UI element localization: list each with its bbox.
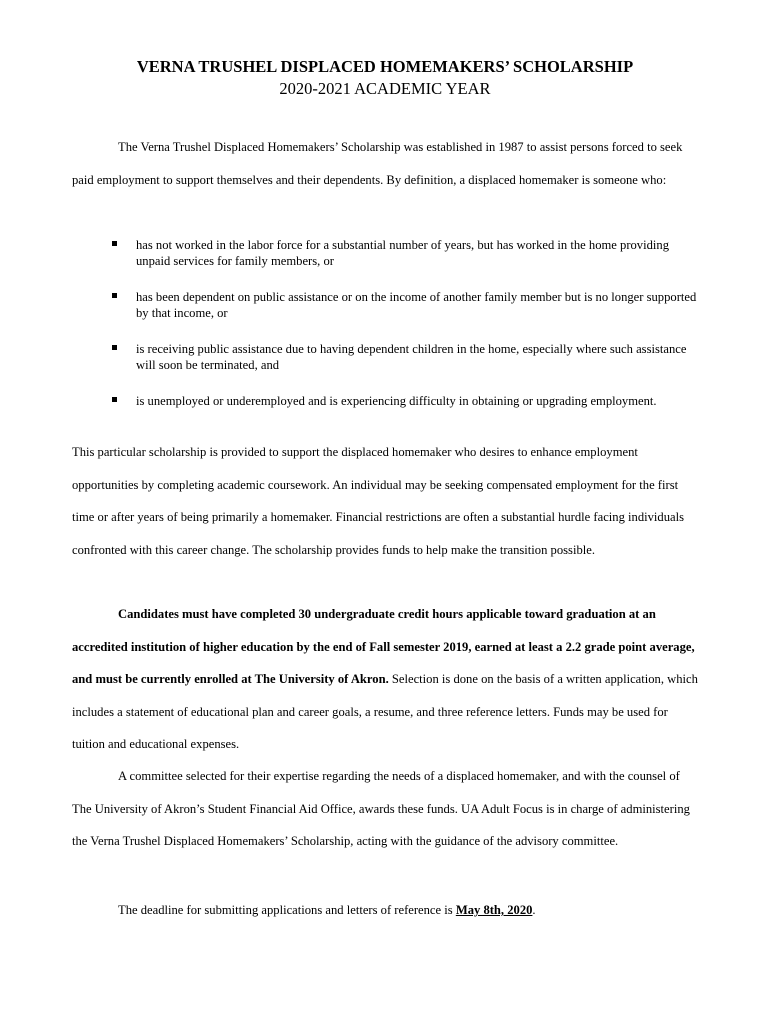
list-item-text: is receiving public assistance due to having dependent children in the home, especially where such assistance will soon be terminated, and	[136, 342, 687, 372]
eligibility-paragraph	[72, 598, 702, 761]
committee-paragraph	[72, 760, 702, 858]
intro-paragraph	[72, 131, 702, 196]
square-bullet-icon	[112, 345, 117, 350]
list-item-text: has not worked in the labor force for a substantial number of years, but has worked in the home providing unpaid services for family members, or	[136, 238, 669, 268]
list-item-text: has been dependent on public assistance or on the income of another family member but is no longer supported by that income, or	[136, 290, 697, 320]
square-bullet-icon	[112, 397, 117, 402]
purpose-paragraph: This particular scholarship is provided to support the displaced homemaker who desires to enhance employment opportunities by completing academic coursework. An individual may be seeking compensated employment for the first time or after years of being primarily a homemaker. Financial restrictions are often a substantial hurdle facing individuals confronted with this career change. The scholarship provides funds to help make the transition possible.	[72, 445, 684, 557]
intro-text: The Verna Trushel Displaced Homemakers’ Scholarship was established in 1987 to assist persons forced to seek paid employment to support themselves and their dependents. By definition, a displaced homemaker is someone who:	[72, 140, 683, 187]
list-item-text: is unemployed or underemployed and is experiencing difficulty in obtaining or upgrading employment.	[136, 394, 657, 408]
document-subtitle: 2020-2021 ACADEMIC YEAR	[279, 79, 491, 98]
eligibility-requirements: Candidates must have completed 30 undergraduate credit hours applicable toward graduation at an accredited institution of higher education by the end of Fall semester 2019, earned at least a 2.2 grade point average, and must be currently enrolled at The University of Akron.	[72, 607, 695, 686]
deadline-suffix: .	[532, 903, 536, 917]
deadline-date: May 8th, 2020	[455, 903, 533, 917]
document-title: VERNA TRUSHEL DISPLACED HOMEMAKERS’ SCHOLARSHIP	[136, 57, 634, 76]
deadline-prefix: The deadline for submitting applications and letters of reference is	[118, 903, 456, 917]
committee-text: A committee selected for their expertise regarding the needs of a displaced homemaker, and with the counsel of The University of Akron’s Student Financial Aid Office, awards these funds. UA Adult Focus is in charge of administering the Verna Trushel Displaced Homemakers’ Scholarship, acting with the guidance of the advisory committee.	[72, 769, 690, 848]
selection-criteria: Selection is done on the basis of a written application, which includes a statement of educational plan and career goals, a resume, and three reference letters. Funds may be used for tuition and educational expenses.	[72, 672, 698, 751]
square-bullet-icon	[112, 293, 117, 298]
square-bullet-icon	[112, 241, 117, 246]
deadline-paragraph	[72, 894, 702, 927]
